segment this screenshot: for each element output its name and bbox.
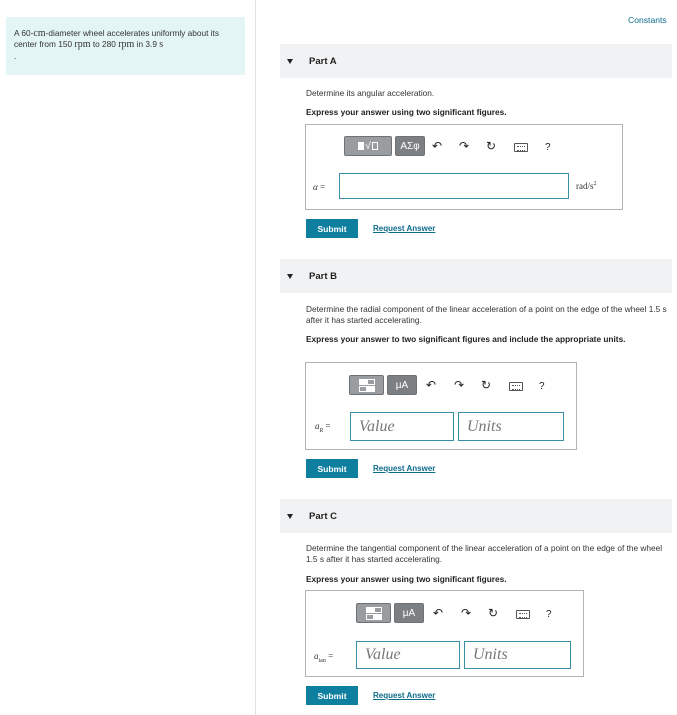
fraction-template-icon [367, 379, 375, 392]
reset-icon[interactable]: ↻ [481, 378, 492, 392]
keyboard-icon[interactable] [514, 143, 528, 152]
part-c-answer-box [305, 590, 584, 677]
help-icon[interactable]: ? [546, 609, 552, 620]
part-b-submit-button[interactable]: Submit [306, 459, 358, 478]
part-a-instruction: Express your answer using two significant figures. [306, 107, 507, 117]
redo-icon[interactable]: ↷ [454, 378, 465, 392]
help-icon[interactable]: ? [539, 381, 545, 392]
reset-icon[interactable]: ↻ [488, 606, 499, 620]
part-c-instruction: Express your answer using two significant figures. [306, 574, 507, 584]
fraction-template-icon [359, 379, 367, 392]
undo-icon[interactable]: ↶ [432, 139, 443, 153]
unit-cm: cm [33, 28, 46, 39]
units-button[interactable] [394, 603, 424, 623]
part-a-request-answer-link[interactable]: Request Answer [373, 224, 436, 233]
redo-icon[interactable]: ↷ [459, 139, 470, 153]
part-a-submit-button[interactable]: Submit [306, 219, 358, 238]
problem-text-3: to 280 [90, 39, 119, 49]
unit-s: s [159, 39, 164, 50]
undo-icon[interactable]: ↶ [433, 606, 444, 620]
unit-rpm-1: rpm [74, 39, 91, 50]
fraction-template-icon [374, 607, 382, 620]
templates-button[interactable] [344, 136, 392, 156]
collapse-triangle-icon[interactable] [287, 59, 293, 64]
part-b-header[interactable] [280, 259, 672, 293]
template-square-icon [372, 142, 378, 150]
part-a-title: Part A [309, 55, 337, 67]
angular-acceleration-input[interactable] [339, 173, 569, 199]
part-b-answer-box [305, 362, 577, 450]
undo-icon[interactable]: ↶ [426, 378, 437, 392]
mu-a-icon: μA [402, 607, 416, 619]
atan-label: $a_{tan}$ = [314, 651, 334, 664]
templates-button[interactable] [349, 375, 384, 395]
problem-text-4: in 3.9 [134, 39, 160, 49]
tangential-units-input[interactable]: Units [464, 641, 571, 669]
collapse-triangle-icon[interactable] [287, 274, 293, 279]
problem-text-2: -diameter wheel accelerates uniformly about its center from 150 [14, 28, 219, 49]
unit-rpm-2: rpm [118, 39, 135, 50]
part-b-request-answer-link[interactable]: Request Answer [373, 464, 436, 473]
template-square-icon [358, 142, 364, 150]
help-icon[interactable]: ? [545, 142, 551, 153]
ar-label: $a_R$ = [315, 421, 331, 434]
part-a-question: Determine its angular acceleration. [306, 88, 435, 98]
part-c-request-answer-link[interactable]: Request Answer [373, 691, 436, 700]
column-divider [255, 0, 256, 715]
reset-icon[interactable]: ↻ [486, 139, 497, 153]
keyboard-icon[interactable] [509, 382, 523, 391]
templates-button[interactable] [356, 603, 391, 623]
part-b-title: Part B [309, 270, 337, 282]
problem-period: . [14, 51, 17, 61]
tangential-value-input[interactable]: Value [356, 641, 460, 669]
part-b-instruction: Express your answer to two significant figures and include the appropriate units. [306, 334, 626, 344]
problem-statement [6, 17, 245, 75]
redo-icon[interactable]: ↷ [461, 606, 472, 620]
mu-a-icon: μA [395, 379, 409, 391]
part-c-header[interactable] [280, 499, 672, 533]
greek-symbols-button[interactable] [395, 136, 425, 156]
fraction-template-icon [366, 607, 374, 620]
collapse-triangle-icon[interactable] [287, 514, 293, 519]
alpha-unit: rad/$s^2$ [576, 181, 597, 191]
greek-icon: ΑΣφ [400, 140, 420, 152]
radial-value-input[interactable]: Value [350, 412, 454, 441]
part-c-submit-button[interactable]: Submit [306, 686, 358, 705]
constants-link[interactable]: Constants [628, 15, 667, 25]
keyboard-icon[interactable] [516, 610, 530, 619]
problem-text-1: A 60- [14, 28, 34, 38]
units-button[interactable] [387, 375, 417, 395]
sqrt-icon: √ [365, 140, 371, 152]
part-c-question: Determine the tangential component of the linear acceleration of a point on the edge of the wheel 1.5 s after it has started accelerating. [306, 543, 663, 564]
part-a-answer-box [305, 124, 623, 210]
part-c-title: Part C [309, 510, 337, 522]
radial-units-input[interactable]: Units [458, 412, 564, 441]
part-a-header[interactable] [280, 44, 672, 78]
alpha-label: α = [313, 182, 326, 192]
part-b-question: Determine the radial component of the linear acceleration of a point on the edge of the wheel 1.5 s after it has started accelerating. [306, 304, 667, 325]
